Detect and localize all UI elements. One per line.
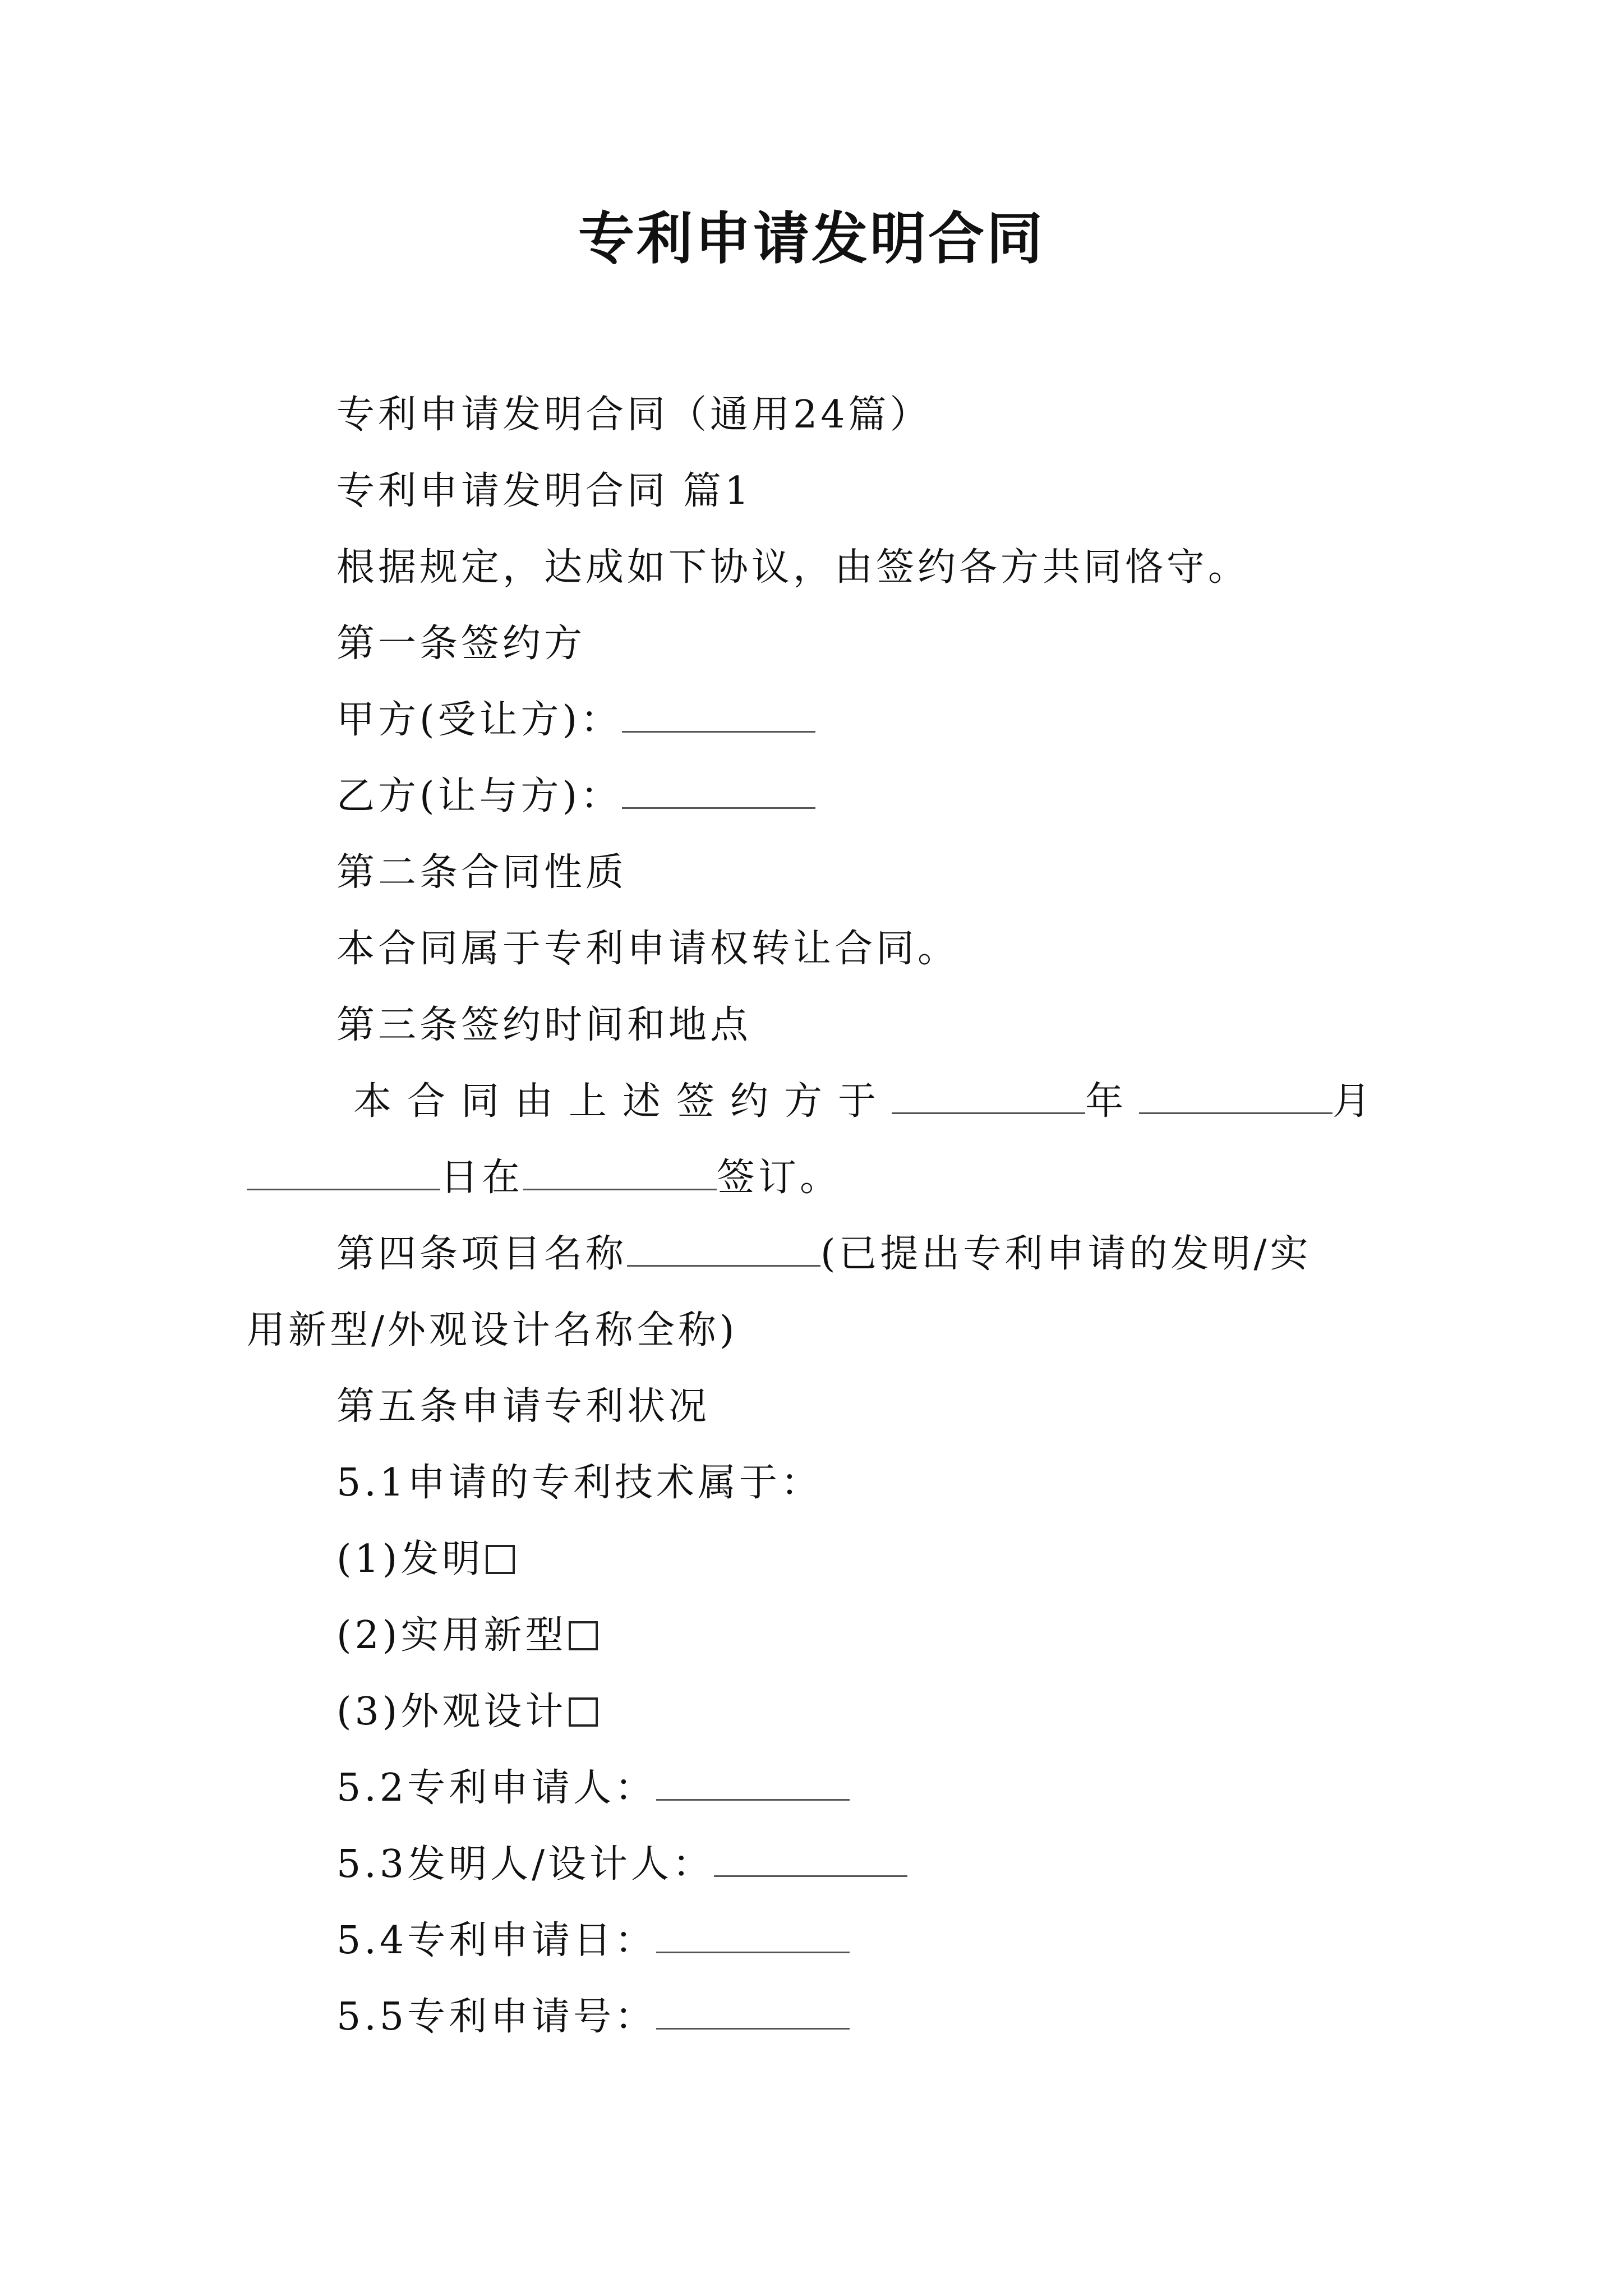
article-4-continued xyxy=(247,1303,737,1359)
clause-5-4 xyxy=(336,1913,850,1969)
year-blank[interactable] xyxy=(892,1078,1085,1114)
clause-5-1 xyxy=(336,1455,822,1511)
application-number-label: 5.5专利申请号： xyxy=(336,1995,657,2039)
option-invention xyxy=(336,1531,515,1588)
article-5-text: 第五条申请专利状况 xyxy=(336,1384,711,1429)
signing-place-line xyxy=(247,1150,841,1206)
document-title: 专利申请发明合同 xyxy=(578,205,1045,272)
signing-date-text: 本合同由上述签约方于 xyxy=(353,1079,892,1124)
section-heading-text: 专利申请发明合同 xyxy=(336,469,669,513)
clause-5-5 xyxy=(336,1989,850,2045)
party-a-line xyxy=(336,692,815,748)
clause-5-3 xyxy=(336,1837,907,1893)
project-name-blank[interactable] xyxy=(627,1230,820,1267)
section-heading xyxy=(336,463,752,519)
article-3-heading xyxy=(336,997,751,1053)
place-blank[interactable] xyxy=(523,1154,717,1190)
option-utility-model xyxy=(336,1608,598,1664)
clause-5-1-text: 5.1申请的专利技术属于： xyxy=(336,1461,823,1505)
party-b-label: 乙方(让与方)： xyxy=(336,774,623,818)
clause-5-2 xyxy=(336,1760,850,1816)
option-invention-label: (1)发明 xyxy=(336,1537,484,1581)
section-number: 篇1 xyxy=(683,469,753,513)
option-design-label: (3)外观设计 xyxy=(336,1690,567,1734)
applicant-label: 5.2专利申请人： xyxy=(336,1766,657,1810)
article-4-note: (已提出专利申请的发明/实 xyxy=(820,1232,1312,1276)
month-label: 月 xyxy=(1332,1079,1387,1124)
party-b-blank[interactable] xyxy=(622,772,815,809)
applicant-blank[interactable] xyxy=(656,1764,850,1801)
day-blank[interactable] xyxy=(247,1154,440,1190)
signing-date-line xyxy=(353,1074,1386,1130)
utility-model-checkbox[interactable] xyxy=(569,1621,598,1650)
article-4-text: 第四条项目名称 xyxy=(336,1232,628,1276)
application-date-blank[interactable] xyxy=(656,1917,850,1953)
contract-nature-text: 本合同属于专利申请权转让合同。 xyxy=(336,927,960,971)
article-5-heading xyxy=(336,1379,710,1435)
application-date-label: 5.4专利申请日： xyxy=(336,1918,657,1963)
signed-label: 签订。 xyxy=(717,1156,842,1200)
party-b-line xyxy=(336,769,815,825)
option-design xyxy=(336,1684,598,1740)
year-label: 年 xyxy=(1085,1079,1140,1124)
subtitle-text: 专利申请发明合同（通用24篇） xyxy=(336,393,932,437)
subtitle-line xyxy=(336,387,932,443)
party-a-label: 甲方(受让方)： xyxy=(336,698,623,742)
article-4-note-continued: 用新型/外观设计名称全称) xyxy=(247,1308,738,1352)
month-blank[interactable] xyxy=(1139,1078,1332,1114)
option-utility-model-label: (2)实用新型 xyxy=(336,1613,567,1658)
party-a-blank[interactable] xyxy=(622,696,815,733)
contract-nature-line xyxy=(336,921,959,977)
inventor-label: 5.3发明人/设计人： xyxy=(336,1842,714,1887)
article-2-heading xyxy=(336,845,627,901)
intro-paragraph xyxy=(336,540,1249,596)
article-3-text: 第三条签约时间和地点 xyxy=(336,1003,752,1047)
invention-checkbox[interactable] xyxy=(486,1545,515,1574)
design-checkbox[interactable] xyxy=(569,1697,598,1727)
article-2-text: 第二条合同性质 xyxy=(336,850,628,895)
article-1-text: 第一条签约方 xyxy=(336,622,586,666)
intro-text: 根据规定，达成如下协议，由签约各方共同恪守。 xyxy=(336,545,1250,590)
article-1-heading xyxy=(336,616,585,672)
application-number-blank[interactable] xyxy=(656,1993,850,2030)
day-label: 日在 xyxy=(440,1156,524,1200)
inventor-blank[interactable] xyxy=(714,1841,907,1877)
article-4-line xyxy=(336,1226,1311,1282)
